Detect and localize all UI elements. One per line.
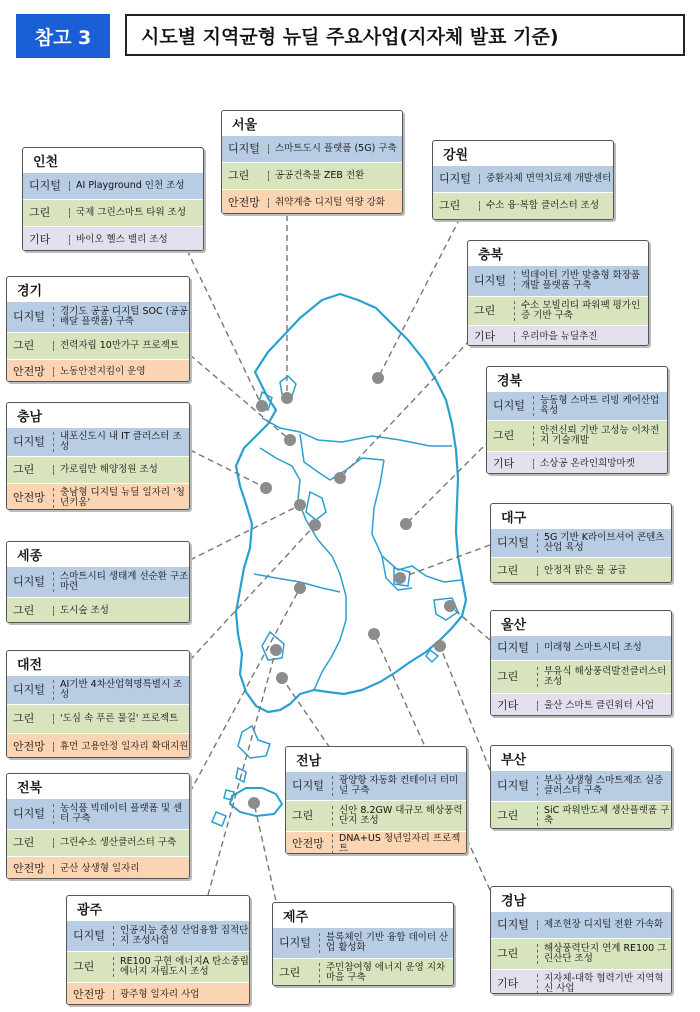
marker-jeju	[248, 797, 260, 809]
region-name-jeonbuk: 전북	[17, 781, 43, 796]
jeju-digital-project: 블록체인 기반 융합 데이터 산업 활성화	[319, 933, 453, 953]
jeonbuk-digital-project: 농식품 빅데이터 플랫폼 및 센터 구축	[53, 804, 189, 824]
region-name-chungnam: 충남	[17, 410, 43, 425]
gyeongnam-digital-project: 제조현장 디지털 전환 가속화	[537, 920, 671, 930]
seoul-green-row	[222, 162, 402, 189]
region-box-ulsan	[490, 610, 672, 716]
region-box-sejong	[6, 541, 190, 623]
ulsan-other-project: 울산 스마트 클린워터 사업	[537, 701, 671, 711]
category-label: 그린	[73, 960, 95, 974]
marker-gyeonggi	[284, 434, 296, 446]
category-label: 기타	[474, 330, 496, 344]
jeonnam-safety-row	[286, 831, 466, 854]
category-label: 디지털	[13, 310, 45, 324]
chungbuk-other-row	[468, 325, 648, 346]
region-markers	[248, 372, 456, 809]
gyeongbuk-green-row	[487, 420, 667, 451]
category-label: 그린	[493, 429, 515, 443]
busan-digital-row	[491, 770, 671, 801]
category-label: 디지털	[439, 172, 471, 186]
incheon-other-row	[23, 226, 203, 251]
marker-sejong	[294, 499, 306, 511]
marker-ulsan	[444, 600, 456, 612]
jeonnam-green-row	[286, 800, 466, 831]
seoul-safety-row	[222, 189, 402, 214]
gyeonggi-green-project: 전력자립 10만가구 프로젝트	[53, 341, 189, 351]
marker-daejeon	[309, 519, 321, 531]
gyeongbuk-other-row	[487, 451, 667, 474]
category-label: 디지털	[13, 575, 45, 589]
marker-chungnam	[260, 482, 272, 494]
busan-digital-project: 부산 상생형 스마트제조 실증클러스터 구축	[537, 776, 671, 796]
daejeon-green-row	[7, 704, 189, 733]
category-label: 안전망	[228, 196, 260, 210]
sejong-digital-project: 스마트시티 생태계 선순환 구조 마련	[53, 572, 189, 592]
chungnam-green-row	[7, 456, 189, 483]
chungbuk-other-project: 우리마을 뉴딜추진	[514, 332, 648, 342]
category-label: 그린	[13, 836, 35, 850]
seoul-safety-project: 취약계층 디지털 역량 강화	[268, 198, 402, 208]
region-name-gyeongnam: 경남	[501, 894, 527, 909]
region-name-incheon: 인천	[33, 155, 59, 170]
chungnam-green-project: 가로림만 해양정원 조성	[53, 465, 189, 475]
gyeongnam-other-project: 지자체-대학 협력기반 지역혁신 사업	[537, 974, 671, 994]
gangwon-green-row	[433, 192, 613, 219]
chungnam-safety-project: 충남형 디지털 뉴딜 일자리 '청년키움'	[53, 488, 189, 508]
sejong-green-row	[7, 597, 189, 623]
gangwon-digital-project: 중환자체 면역치료제 개발센터	[479, 174, 613, 184]
category-label: 안전망	[13, 365, 45, 379]
region-name-gangwon: 강원	[443, 148, 469, 163]
category-label: 디지털	[497, 918, 529, 932]
marker-chungbuk	[334, 472, 346, 484]
daejeon-green-project: '도심 속 푸른 물길' 프로젝트	[53, 714, 189, 724]
category-label: 안전망	[13, 862, 45, 876]
marker-gwangju	[270, 644, 282, 656]
ulsan-green-row	[491, 660, 671, 693]
category-label: 디지털	[497, 641, 529, 655]
gwangju-safety-project: 광주형 일자리 사업	[113, 990, 249, 1000]
category-label: 디지털	[474, 274, 506, 288]
incheon-green-project: 국제 그린스마트 타워 조성	[69, 208, 203, 218]
gwangju-safety-row	[67, 982, 249, 1005]
region-box-gangwon	[432, 140, 614, 220]
category-label: 그린	[497, 809, 519, 823]
region-box-jeju	[272, 902, 454, 986]
gwangju-green-project: RE100 구현 에너지A 탄소중립 에너지 자립도시 조성	[113, 957, 249, 977]
daegu-digital-project: 5G 기반 K라이브셔어 콘텐츠 산업 육성	[537, 533, 671, 553]
marker-gangwon	[372, 372, 384, 384]
region-name-gyeonggi: 경기	[17, 284, 43, 299]
ulsan-digital-project: 미래형 스마트시티 조성	[537, 643, 671, 653]
chungnam-digital-row	[7, 427, 189, 456]
region-name-busan: 부산	[501, 753, 527, 768]
category-label: 디지털	[73, 929, 105, 943]
seoul-digital-project: 스마트도시 플랫폼 (5G) 구축	[268, 144, 402, 154]
busan-green-row	[491, 801, 671, 829]
gangwon-green-project: 수소 융·복합 클러스터 조성	[479, 201, 613, 211]
category-label: 기타	[29, 233, 51, 247]
region-box-jeonbuk	[6, 773, 190, 879]
incheon-digital-project: AI Playground 인천 조성	[69, 181, 203, 191]
region-name-daejeon: 대전	[17, 658, 43, 673]
gangwon-digital-row	[433, 165, 613, 192]
chungnam-safety-row	[7, 483, 189, 510]
category-label: 디지털	[279, 936, 311, 950]
incheon-other-project: 바이오 헬스 밸리 조성	[69, 235, 203, 245]
category-label: 기타	[497, 699, 519, 713]
jeonnam-digital-project: 광양항 자동화 컨테이너 터미널 구축	[332, 776, 466, 796]
gyeonggi-digital-row	[7, 301, 189, 332]
marker-busan	[434, 640, 446, 652]
daejeon-digital-row	[7, 675, 189, 704]
jeonbuk-safety-project: 군산 상생형 일자리	[53, 864, 189, 874]
daegu-green-project: 안정적 맑은 물 공급	[537, 566, 671, 576]
gwangju-green-row	[67, 951, 249, 982]
category-label: 그린	[439, 199, 461, 213]
category-label: 그린	[497, 947, 519, 961]
category-label: 안전망	[13, 740, 45, 754]
region-box-gyeonggi	[6, 276, 190, 382]
category-label: 기타	[497, 977, 519, 991]
category-label: 그린	[292, 809, 314, 823]
region-name-jeonnam: 전남	[296, 754, 322, 769]
marker-jeonnam	[276, 672, 288, 684]
region-name-gwangju: 광주	[77, 903, 103, 918]
jeonbuk-safety-row	[7, 856, 189, 879]
ulsan-green-project: 부유식 해상풍력발전클러스터 조성	[537, 667, 671, 687]
region-name-seoul: 서울	[232, 118, 258, 133]
category-label: 그린	[13, 712, 35, 726]
jeju-green-row	[273, 958, 453, 986]
category-label: 안전망	[13, 491, 45, 505]
province-boundaries	[254, 376, 462, 690]
gwangju-digital-project: 인공지능 중심 산업융합 집적단지 조성사업	[113, 926, 249, 946]
gyeonggi-digital-project: 경기도 공공 디지털 SOC (공공배달 플랫폼) 구축	[53, 307, 189, 327]
chungbuk-digital-project: 빅데이터 기반 맞춤형 화장품 개발 플랫폼 구축	[514, 271, 648, 291]
category-label: 그린	[497, 670, 519, 684]
jeju-digital-row	[273, 927, 453, 958]
category-label: 디지털	[228, 142, 260, 156]
category-label: 안전망	[73, 988, 105, 1002]
region-name-chungbuk: 충북	[478, 248, 504, 263]
daegu-green-row	[491, 557, 671, 583]
region-box-incheon	[22, 147, 204, 251]
gyeongbuk-digital-project: 능동형 스마트 리빙 케어산업 육성	[533, 396, 667, 416]
page-title: 시도별 지역균형 뉴딜 주요사업(지자체 발표 기준)	[125, 14, 685, 56]
region-name-sejong: 세종	[17, 549, 43, 564]
region-name-jeju: 제주	[283, 910, 309, 925]
marker-incheon	[256, 400, 268, 412]
category-label: 그린	[13, 339, 35, 353]
region-box-gyeongbuk	[486, 366, 668, 474]
category-label: 디지털	[497, 536, 529, 550]
marker-gyeongnam	[368, 628, 380, 640]
category-label: 그린	[13, 604, 35, 618]
seoul-digital-row	[222, 135, 402, 162]
gyeonggi-green-row	[7, 332, 189, 359]
gyeonggi-safety-project: 노동안전지킴이 운영	[53, 367, 189, 377]
region-name-gyeongbuk: 경북	[497, 374, 523, 389]
jeonbuk-digital-row	[7, 798, 189, 829]
region-box-seoul	[221, 110, 403, 214]
gyeongbuk-green-project: 안전신뢰 기반 고성능 이차전지 기술개발	[533, 426, 667, 446]
category-label: 디지털	[13, 683, 45, 697]
incheon-green-row	[23, 199, 203, 226]
marker-seoul	[281, 392, 293, 404]
jeonnam-safety-project: DNA+US 청년일자리 프로젝트	[332, 834, 466, 854]
category-label: 그린	[497, 564, 519, 578]
category-label: 그린	[279, 966, 301, 980]
category-label: 그린	[474, 304, 496, 318]
region-box-daegu	[490, 503, 672, 583]
reference-tag: 참고 3	[16, 14, 110, 58]
region-box-chungbuk	[467, 240, 649, 346]
region-box-chungnam	[6, 402, 190, 510]
category-label: 그린	[228, 169, 250, 183]
region-box-gyeongnam	[490, 886, 672, 994]
gwangju-digital-row	[67, 920, 249, 951]
category-label: 디지털	[497, 779, 529, 793]
jeonnam-digital-row	[286, 771, 466, 800]
gyeongnam-green-row	[491, 938, 671, 969]
daejeon-safety-project: 휴먼 고용안정 일자리 확대지원	[53, 742, 189, 752]
jeonbuk-green-row	[7, 829, 189, 856]
ulsan-digital-row	[491, 635, 671, 660]
category-label: 디지털	[292, 779, 324, 793]
marker-jeonbuk	[294, 582, 306, 594]
jeonbuk-green-project: 그린수소 생산클러스터 구축	[53, 838, 189, 848]
region-box-jeonnam	[285, 746, 467, 854]
ulsan-other-row	[491, 693, 671, 716]
chungbuk-green-row	[468, 296, 648, 325]
category-label: 그린	[13, 463, 35, 477]
seoul-green-project: 공공건축물 ZEB 전환	[268, 171, 402, 181]
category-label: 디지털	[13, 807, 45, 821]
gyeongbuk-digital-row	[487, 391, 667, 420]
jeonnam-green-project: 신안 8.2GW 대규모 해상풍력단지 조성	[332, 806, 466, 826]
region-box-daejeon	[6, 650, 190, 758]
region-name-ulsan: 울산	[501, 618, 527, 633]
category-label: 디지털	[13, 435, 45, 449]
daejeon-safety-row	[7, 733, 189, 758]
gyeongbuk-other-project: 소상공 온라인희망마켓	[533, 459, 667, 469]
gyeongnam-digital-row	[491, 911, 671, 938]
incheon-digital-row	[23, 172, 203, 199]
gyeongnam-other-row	[491, 969, 671, 994]
region-name-daegu: 대구	[501, 511, 527, 526]
sejong-green-project: 도시숲 조성	[53, 606, 189, 616]
chungbuk-digital-row	[468, 265, 648, 296]
gyeongnam-green-project: 해상풍력단지 연계 RE100 그린산단 조성	[537, 944, 671, 964]
region-box-gwangju	[66, 895, 250, 1005]
category-label: 디지털	[493, 399, 525, 413]
gyeonggi-safety-row	[7, 359, 189, 382]
daegu-digital-row	[491, 528, 671, 557]
category-label: 그린	[29, 206, 51, 220]
jeju-green-project: 주민참여형 에너지 운영 지차마을 구축	[319, 963, 453, 983]
busan-green-project: SiC 파워반도체 생산플랫폼 구축	[537, 806, 671, 826]
category-label: 안전망	[292, 837, 324, 851]
marker-daegu	[394, 572, 406, 584]
sejong-digital-row	[7, 566, 189, 597]
category-label: 기타	[493, 457, 515, 471]
chungnam-digital-project: 내포신도시 내 IT 클러스터 조성	[53, 432, 189, 452]
marker-gyeongbuk	[400, 518, 412, 530]
category-label: 디지털	[29, 179, 61, 193]
daejeon-digital-project: AI기반 4차산업혁명특별시 조성	[53, 680, 189, 700]
region-box-busan	[490, 745, 672, 829]
chungbuk-green-project: 수소 모빌리티 파워팩 평가인증 기반 구축	[514, 301, 648, 321]
